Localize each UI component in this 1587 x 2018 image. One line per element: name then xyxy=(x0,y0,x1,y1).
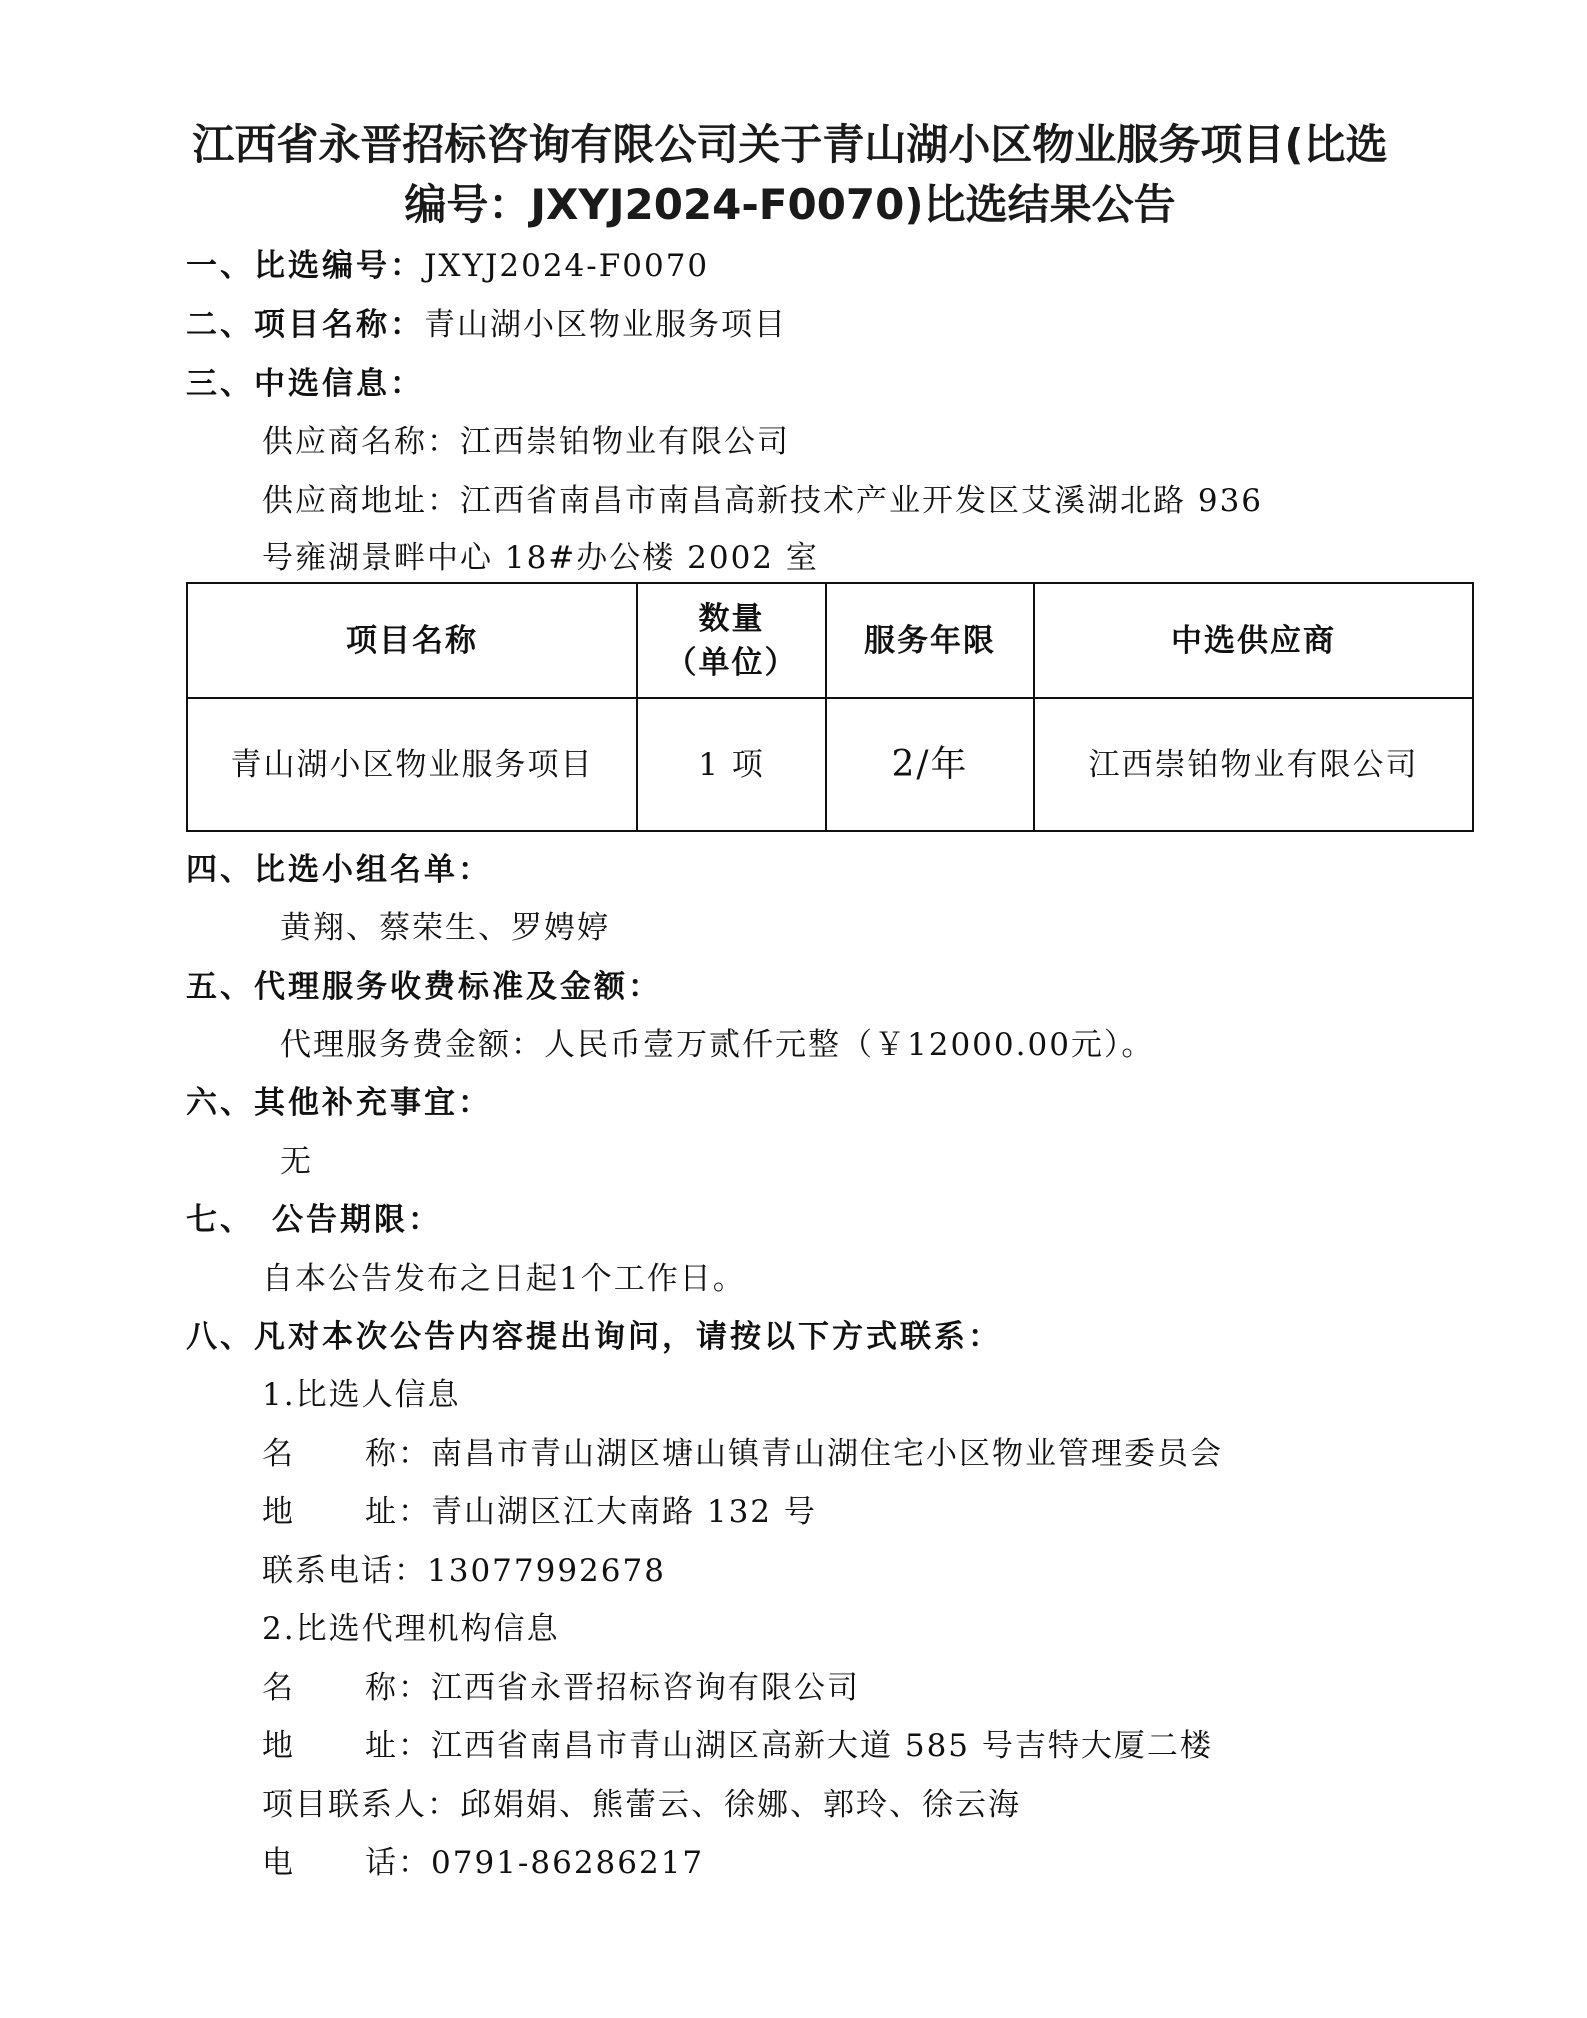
supplier-name: 供应商名称：江西崇铂物业有限公司 xyxy=(262,424,790,460)
phone-label: 电 xyxy=(262,1845,295,1881)
address-label-suffix: 址： xyxy=(365,1728,431,1764)
address-label-suffix: 址： xyxy=(365,1494,431,1530)
section-agency-fee: 五、代理服务收费标准及金额： xyxy=(186,969,662,1005)
name-label-suffix: 称： xyxy=(365,1670,431,1706)
cell-service-years: 2/年 xyxy=(826,698,1034,831)
table-header-row xyxy=(187,583,1473,698)
notice-period-value: 自本公告发布之日起1个工作日。 xyxy=(262,1261,746,1297)
other-matters-value: 无 xyxy=(280,1144,313,1180)
header-quantity xyxy=(637,583,826,698)
phone-label-suffix: 话： xyxy=(365,1845,431,1881)
section-project-name xyxy=(186,305,787,345)
address-label: 地 xyxy=(262,1494,295,1530)
section-selection-info: 三、中选信息： xyxy=(186,366,424,402)
section-notice-period xyxy=(186,1200,442,1240)
header-quantity-label: 数量 xyxy=(698,600,765,637)
agent-address: 江西省南昌市青山湖区高新大道 585 号吉特大厦二楼 xyxy=(431,1728,1213,1764)
name-label: 名 xyxy=(262,1436,295,1472)
bid-number-value: JXYJ2024-F0070 xyxy=(424,248,710,284)
agent-phone: 0791-86286217 xyxy=(431,1845,705,1881)
cell-quantity: 1 项 xyxy=(637,698,826,831)
cell-supplier: 江西崇铂物业有限公司 xyxy=(1034,698,1473,831)
name-label-suffix: 称： xyxy=(365,1436,431,1472)
agent-phone-row xyxy=(262,1843,704,1883)
buyer-info-title: 1.比选人信息 xyxy=(262,1377,461,1413)
supplier-address-line1: 供应商地址：江西省南昌市南昌高新技术产业开发区艾溪湖北路 936 xyxy=(262,483,1264,519)
buyer-phone: 联系电话：13077992678 xyxy=(262,1553,666,1589)
name-label: 名 xyxy=(262,1670,295,1706)
buyer-address: 青山湖区江大南路 132 号 xyxy=(431,1494,817,1530)
header-project-name: 项目名称 xyxy=(187,583,637,698)
section-panel-members: 四、比选小组名单： xyxy=(186,852,492,888)
agent-contacts: 项目联系人：邱娟娟、熊蕾云、徐娜、郭玲、徐云海 xyxy=(262,1787,1021,1823)
agency-fee-amount: 代理服务费金额：人民币壹万贰仟元整（￥12000.00元）。 xyxy=(280,1027,1155,1063)
agent-name-row xyxy=(262,1668,860,1708)
section-label: 二、项目名称： xyxy=(186,307,424,343)
section-label-text: 公告期限： xyxy=(272,1202,442,1238)
buyer-name: 南昌市青山湖区塘山镇青山湖住宅小区物业管理委员会 xyxy=(431,1436,1223,1472)
header-unit-label: （单位） xyxy=(665,644,798,681)
section-label: 七、 xyxy=(186,1202,254,1238)
agent-info-title: 2.比选代理机构信息 xyxy=(262,1611,560,1647)
section-bid-number xyxy=(186,246,709,286)
result-table xyxy=(186,582,1474,832)
section-other-matters: 六、其他补充事宜： xyxy=(186,1085,492,1121)
section-contact: 八、凡对本次公告内容提出询问，请按以下方式联系： xyxy=(186,1319,1002,1355)
table-row xyxy=(187,698,1473,831)
buyer-name-row xyxy=(262,1434,1223,1474)
address-label: 地 xyxy=(262,1728,295,1764)
document-title: 江西省永晋招标咨询有限公司关于青山湖小区物业服务项目(比选编号：JXYJ2024-F0070)比选结果公告 xyxy=(192,120,1388,229)
header-service-years: 服务年限 xyxy=(826,583,1034,698)
cell-project-name: 青山湖小区物业服务项目 xyxy=(187,698,637,831)
supplier-address-line2: 号雍湖景畔中心 18#办公楼 2002 室 xyxy=(262,540,819,576)
header-supplier: 中选供应商 xyxy=(1034,583,1473,698)
agent-address-row xyxy=(262,1726,1213,1766)
project-name-value: 青山湖小区物业服务项目 xyxy=(424,307,787,343)
buyer-address-row xyxy=(262,1492,817,1532)
section-label: 一、比选编号： xyxy=(186,248,424,284)
agent-name: 江西省永晋招标咨询有限公司 xyxy=(431,1670,860,1706)
panel-members: 黄翔、蔡荣生、罗娉婷 xyxy=(280,910,610,946)
